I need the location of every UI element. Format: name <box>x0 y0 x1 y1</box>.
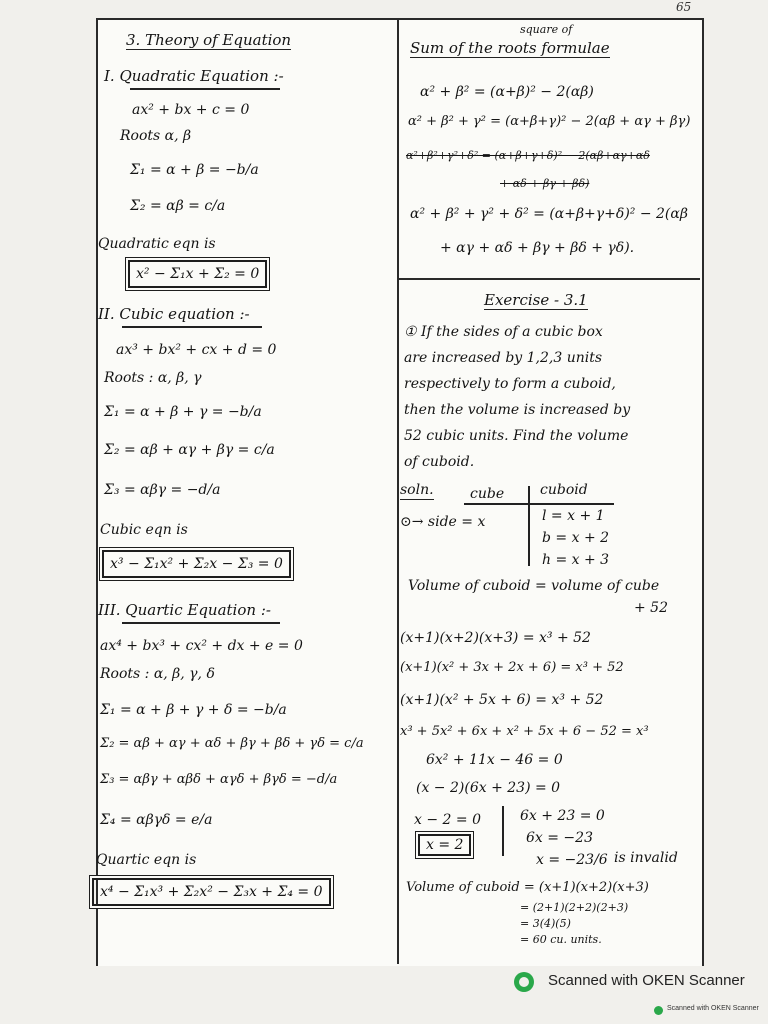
quadratic-eqn-label: Quadratic eqn is <box>98 236 216 252</box>
quartic-sum-2: Σ₂ = αβ + αγ + αδ + βγ + βδ + γδ = c/a <box>100 736 364 751</box>
root-equation-2: 6x + 23 = 0 <box>520 808 605 824</box>
quartic-eqn-label: Quartic eqn is <box>96 852 197 868</box>
exercise-title: Exercise - 3.1 <box>484 291 588 309</box>
question-line-1: ① If the sides of a cubic box <box>404 324 603 340</box>
formulae-title: Sum of the roots formulae <box>410 39 610 57</box>
root-equation-3: 6x = −23 <box>526 830 593 846</box>
quartic-result-box: x⁴ − Σ₁x³ + Σ₂x² − Σ₃x + Σ₄ = 0 <box>92 878 331 906</box>
formula-three-roots: α² + β² + γ² = (α+β+γ)² − 2(αβ + αγ + βγ) <box>408 114 691 129</box>
cubic-sum-1: Σ₁ = α + β + γ = −b/a <box>104 404 262 420</box>
quadratic-general-form: ax² + bx + c = 0 <box>132 102 250 118</box>
volume-relation-line-2: + 52 <box>634 600 668 616</box>
caret-insertion-note: square of <box>520 23 573 36</box>
root-equation-4: x = −23/6 <box>536 852 608 868</box>
solution-label: soln. <box>400 482 434 498</box>
table-column-rule <box>528 486 530 566</box>
table-header-cube: cube <box>470 486 505 502</box>
quartic-heading: III. Quartic Equation :- <box>98 601 271 619</box>
quartic-heading-underline <box>122 622 280 624</box>
invalid-root-note: is invalid <box>614 850 678 866</box>
formula-struck-line-2: + αδ + βγ + βδ) <box>500 177 590 190</box>
quartic-sum-1: Σ₁ = α + β + γ + δ = −b/a <box>100 702 287 718</box>
cubic-roots: Roots : α, β, γ <box>104 370 202 386</box>
quartic-sum-4: Σ₄ = αβγδ = e/a <box>100 812 213 828</box>
cubic-heading-underline <box>122 326 262 328</box>
chapter-title: 3. Theory of Equation <box>126 31 292 49</box>
cubic-sum-2: Σ₂ = αβ + αγ + βγ = c/a <box>104 442 275 458</box>
cubic-eqn-label: Cubic eqn is <box>100 522 188 538</box>
quadratic-heading: I. Quadratic Equation :- <box>104 67 284 85</box>
formula-four-roots-line-1: α² + β² + γ² + δ² = (α+β+γ+δ)² − 2(αβ <box>410 206 688 222</box>
cube-side: ⊙→ side = x <box>400 514 486 530</box>
cubic-general-form: ax³ + bx² + cx + d = 0 <box>116 342 277 358</box>
step-1: (x+1)(x+2)(x+3) = x³ + 52 <box>400 630 591 646</box>
quartic-sum-3: Σ₃ = αβγ + αβδ + αγδ + βγδ = −d/a <box>100 772 338 787</box>
question-line-5: 52 cubic units. Find the volume <box>404 428 629 444</box>
step-5: 6x² + 11x − 46 = 0 <box>426 752 563 768</box>
cuboid-height: h = x + 3 <box>542 552 610 568</box>
table-header-cuboid: cuboid <box>540 482 588 498</box>
quartic-general-form: ax⁴ + bx³ + cx² + dx + e = 0 <box>100 638 303 654</box>
root-equation-1: x − 2 = 0 <box>414 812 481 828</box>
quadratic-result-box: x² − Σ₁x + Σ₂ = 0 <box>128 260 267 288</box>
quadratic-sum-1: Σ₁ = α + β = −b/a <box>130 162 259 178</box>
question-line-2: are increased by 1,2,3 units <box>404 350 603 366</box>
scanner-logo-icon <box>514 972 534 992</box>
section-divider <box>399 278 700 280</box>
cuboid-breadth: b = x + 2 <box>542 530 610 546</box>
column-divider <box>397 18 399 964</box>
final-volume-line-1: Volume of cuboid = (x+1)(x+2)(x+3) <box>406 880 649 895</box>
scanner-watermark-text: Scanned with OKEN Scanner <box>548 972 745 989</box>
final-volume-line-4: = 60 cu. units. <box>520 933 602 946</box>
scanner-watermark-small-text: Scanned with OKEN Scanner <box>667 1005 759 1012</box>
quartic-roots: Roots : α, β, γ, δ <box>100 666 215 682</box>
cubic-sum-3: Σ₃ = αβγ = −d/a <box>104 482 221 498</box>
page-number: 65 <box>676 0 692 14</box>
cuboid-length: l = x + 1 <box>542 508 605 524</box>
cubic-heading: II. Cubic equation :- <box>98 305 250 323</box>
quadratic-roots: Roots α, β <box>120 128 192 144</box>
question-line-6: of cuboid. <box>404 454 475 470</box>
step-6: (x − 2)(6x + 23) = 0 <box>416 780 561 796</box>
roots-separator <box>502 806 504 856</box>
root-result-box: x = 2 <box>418 834 471 856</box>
question-line-3: respectively to form a cuboid, <box>404 376 616 392</box>
volume-relation-line-1: Volume of cuboid = volume of cube <box>408 578 660 594</box>
final-volume-line-3: = 3(4)(5) <box>520 917 571 930</box>
formula-struck-line-1: α²+β²+γ²+δ² = (α+β+γ+δ)² − 2(αβ+αγ+αδ <box>406 149 650 162</box>
step-3: (x+1)(x² + 5x + 6) = x³ + 52 <box>400 692 604 708</box>
quadratic-sum-2: Σ₂ = αβ = c/a <box>130 198 226 214</box>
final-volume-line-2: = (2+1)(2+2)(2+3) <box>520 901 629 914</box>
question-line-4: then the volume is increased by <box>404 402 631 418</box>
scanner-logo-small-icon <box>654 1006 663 1015</box>
cubic-result-box: x³ − Σ₁x² + Σ₂x − Σ₃ = 0 <box>102 550 291 578</box>
formula-two-roots: α² + β² = (α+β)² − 2(αβ) <box>420 84 594 100</box>
step-2: (x+1)(x² + 3x + 2x + 6) = x³ + 52 <box>400 660 624 675</box>
quadratic-heading-underline <box>130 88 280 90</box>
formula-four-roots-line-2: + αγ + αδ + βγ + βδ + γδ). <box>440 240 635 256</box>
step-4: x³ + 5x² + 6x + x² + 5x + 6 − 52 = x³ <box>400 724 649 739</box>
table-header-rule <box>464 503 614 505</box>
